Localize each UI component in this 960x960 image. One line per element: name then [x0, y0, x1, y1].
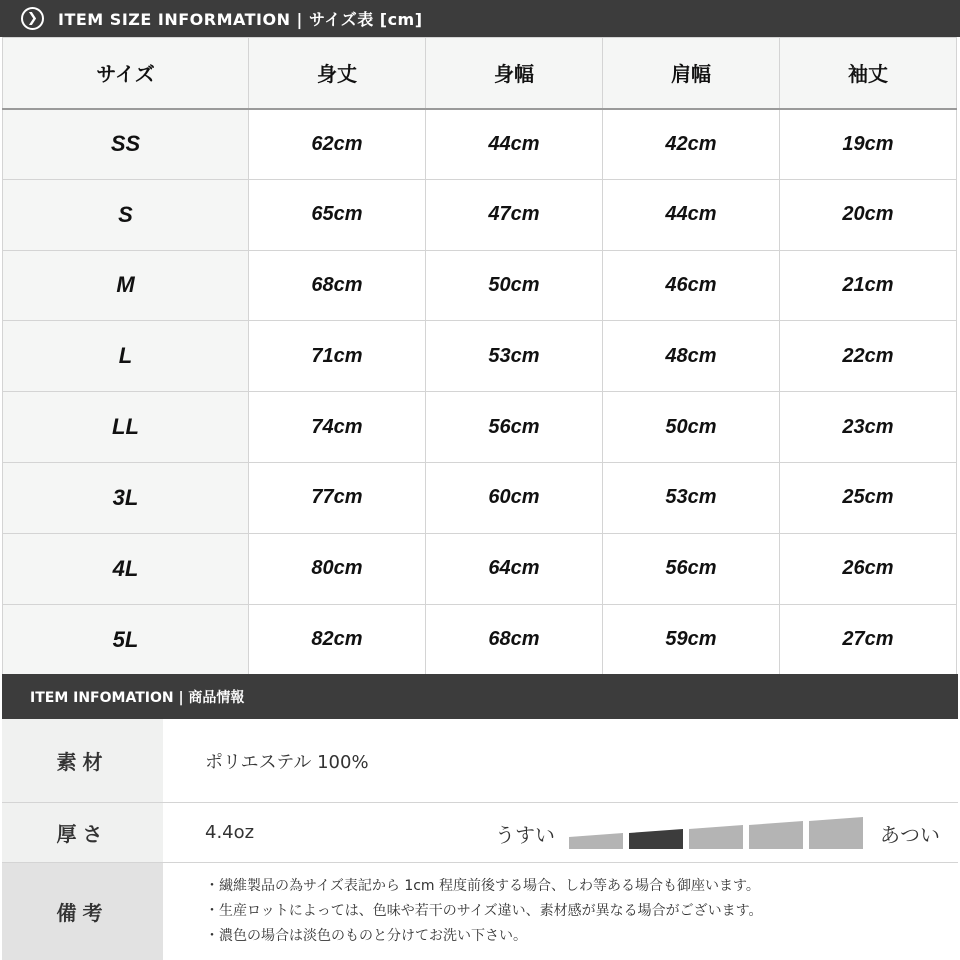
- thickness-scale-step: [809, 817, 863, 849]
- shoulder-cell: 48cm: [603, 321, 780, 392]
- column-header-size: サイズ: [3, 38, 249, 109]
- size-cell: SS: [3, 109, 249, 180]
- notes-row: [2, 863, 958, 960]
- length-cell: 74cm: [249, 392, 426, 463]
- shoulder-cell: 42cm: [603, 109, 780, 180]
- size-cell: 3L: [3, 462, 249, 533]
- material-row: [2, 719, 958, 803]
- length-cell: 71cm: [249, 321, 426, 392]
- table-row: [3, 604, 957, 675]
- thickness-scale-svg: [569, 803, 869, 863]
- size-table: [2, 37, 957, 675]
- item-info-title: ITEM INFOMATION | 商品情報: [30, 689, 245, 706]
- thickness-scale-step: [749, 821, 803, 849]
- size-cell: 5L: [3, 604, 249, 675]
- thickness-scale-high-label: あつい: [880, 822, 940, 847]
- material-value: ポリエステル 100%: [205, 751, 369, 773]
- sleeve-cell: 20cm: [780, 179, 957, 250]
- width-cell: 56cm: [426, 392, 603, 463]
- thickness-scale: [495, 803, 940, 863]
- table-row: [3, 109, 957, 180]
- table-row: [3, 179, 957, 250]
- notes-label: 備考: [2, 863, 163, 960]
- table-row: [3, 392, 957, 463]
- table-row: [3, 321, 957, 392]
- item-info-header: [2, 674, 958, 719]
- thickness-row: [2, 803, 958, 863]
- thickness-scale-step: [569, 833, 623, 849]
- shoulder-cell: 56cm: [603, 533, 780, 604]
- thickness-scale-low-label: うすい: [495, 822, 555, 847]
- shoulder-cell: 59cm: [603, 604, 780, 675]
- shoulder-cell: 53cm: [603, 462, 780, 533]
- sleeve-cell: 22cm: [780, 321, 957, 392]
- width-cell: 44cm: [426, 109, 603, 180]
- size-info-title: ITEM SIZE INFORMATION | サイズ表 [cm]: [58, 10, 423, 29]
- shoulder-cell: 44cm: [603, 179, 780, 250]
- width-cell: 53cm: [426, 321, 603, 392]
- sleeve-cell: 25cm: [780, 462, 957, 533]
- width-cell: 50cm: [426, 250, 603, 321]
- size-cell: LL: [3, 392, 249, 463]
- column-header-width: 身幅: [426, 38, 603, 109]
- length-cell: 68cm: [249, 250, 426, 321]
- shoulder-cell: 50cm: [603, 392, 780, 463]
- length-cell: 80cm: [249, 533, 426, 604]
- size-info-header: [0, 0, 960, 37]
- size-cell: L: [3, 321, 249, 392]
- note-item: ・濃色の場合は淡色のものと分けてお洗い下さい。: [205, 928, 527, 944]
- column-header-shoulder: 肩幅: [603, 38, 780, 109]
- width-cell: 60cm: [426, 462, 603, 533]
- sleeve-cell: 19cm: [780, 109, 957, 180]
- sleeve-cell: 27cm: [780, 604, 957, 675]
- thickness-value: 4.4oz: [205, 822, 255, 843]
- length-cell: 82cm: [249, 604, 426, 675]
- material-label: 素材: [2, 719, 163, 802]
- thickness-label: 厚さ: [2, 803, 163, 862]
- thickness-scale-step: [689, 825, 743, 849]
- thickness-value-area: [163, 803, 958, 862]
- note-item: ・繊維製品の為サイズ表記から 1cm 程度前後する場合、しわ等ある場合も御座います。: [205, 878, 760, 894]
- table-row: [3, 533, 957, 604]
- length-cell: 77cm: [249, 462, 426, 533]
- length-cell: 62cm: [249, 109, 426, 180]
- shoulder-cell: 46cm: [603, 250, 780, 321]
- note-item: ・生産ロットによっては、色味や若干のサイズ違い、素材感が異なる場合がございます。: [205, 903, 763, 919]
- width-cell: 47cm: [426, 179, 603, 250]
- size-table-header-row: [3, 38, 957, 109]
- size-cell: S: [3, 179, 249, 250]
- sleeve-cell: 23cm: [780, 392, 957, 463]
- table-row: [3, 462, 957, 533]
- size-cell: 4L: [3, 533, 249, 604]
- chevron-right-circle-icon: ❯: [21, 7, 44, 30]
- table-row: [3, 250, 957, 321]
- thickness-scale-bars: [569, 803, 864, 863]
- size-cell: M: [3, 250, 249, 321]
- width-cell: 64cm: [426, 533, 603, 604]
- column-header-length: 身丈: [249, 38, 426, 109]
- sleeve-cell: 21cm: [780, 250, 957, 321]
- sleeve-cell: 26cm: [780, 533, 957, 604]
- length-cell: 65cm: [249, 179, 426, 250]
- notes-list: [163, 863, 958, 960]
- thickness-scale-step: [629, 829, 683, 849]
- width-cell: 68cm: [426, 604, 603, 675]
- column-header-sleeve: 袖丈: [780, 38, 957, 109]
